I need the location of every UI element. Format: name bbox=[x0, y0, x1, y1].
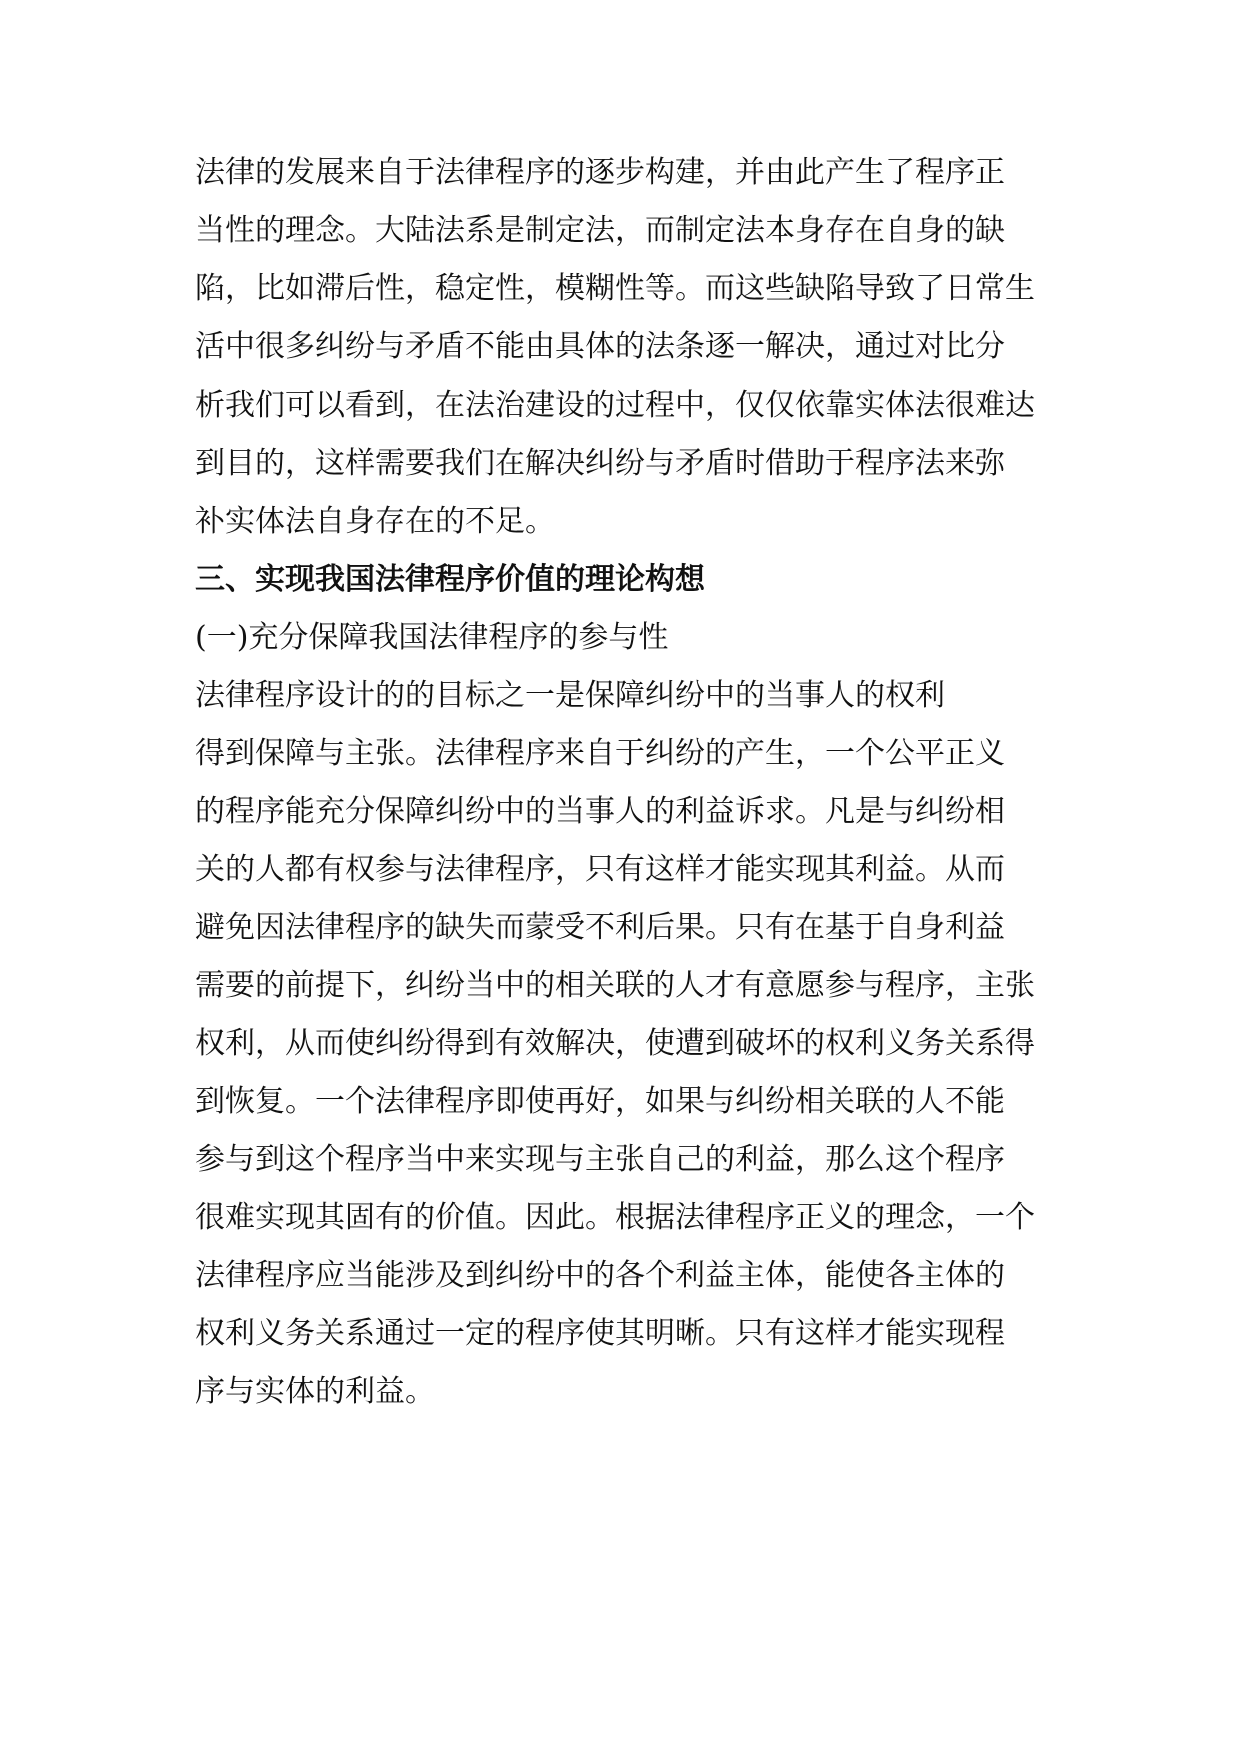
body-text-line: 避免因法律程序的缺失而蒙受不利后果。只有在基于自身利益 bbox=[195, 910, 1005, 945]
body-text-line: 的程序能充分保障纠纷中的当事人的利益诉求。凡是与纠纷相 bbox=[195, 794, 1005, 829]
body-text-line: 法律程序设计的的目标之一是保障纠纷中的当事人的权利 bbox=[195, 678, 945, 713]
body-text-line: 权利义务关系通过一定的程序使其明晰。只有这样才能实现程 bbox=[195, 1316, 1005, 1351]
body-text-line: 很难实现其固有的价值。因此。根据法律程序正义的理念，一个 bbox=[195, 1200, 1035, 1235]
body-text-line: 参与到这个程序当中来实现与主张自己的利益，那么这个程序 bbox=[195, 1142, 1005, 1177]
body-text-line: 陷，比如滞后性，稳定性，模糊性等。而这些缺陷导致了日常生 bbox=[195, 271, 1035, 306]
body-text-line: 析我们可以看到，在法治建设的过程中，仅仅依靠实体法很难达 bbox=[195, 388, 1035, 423]
body-text-line: 活中很多纠纷与矛盾不能由具体的法条逐一解决，通过对比分 bbox=[195, 329, 1005, 364]
body-text-line: 需要的前提下，纠纷当中的相关联的人才有意愿参与程序，主张 bbox=[195, 968, 1035, 1003]
subsection-heading: (一)充分保障我国法律程序的参与性 bbox=[195, 620, 669, 655]
body-text-line: 序与实体的利益。 bbox=[195, 1374, 435, 1409]
body-text-line: 法律程序应当能涉及到纠纷中的各个利益主体，能使各主体的 bbox=[195, 1258, 1005, 1293]
body-text-line: 权利，从而使纠纷得到有效解决，使遭到破坏的权利义务关系得 bbox=[195, 1026, 1035, 1061]
body-text-line: 当性的理念。大陆法系是制定法，而制定法本身存在自身的缺 bbox=[195, 213, 1005, 248]
body-text-line: 法律的发展来自于法律程序的逐步构建，并由此产生了程序正 bbox=[195, 155, 1005, 190]
body-text-line: 补实体法自身存在的不足。 bbox=[195, 504, 555, 539]
body-text-line: 得到保障与主张。法律程序来自于纠纷的产生，一个公平正义 bbox=[195, 736, 1005, 771]
body-text-line: 到目的，这样需要我们在解决纠纷与矛盾时借助于程序法来弥 bbox=[195, 446, 1005, 481]
body-text-line: 关的人都有权参与法律程序，只有这样才能实现其利益。从而 bbox=[195, 852, 1005, 887]
section-heading: 三、实现我国法律程序价值的理论构想 bbox=[195, 562, 705, 597]
body-text-line: 到恢复。一个法律程序即使再好，如果与纠纷相关联的人不能 bbox=[195, 1084, 1005, 1119]
